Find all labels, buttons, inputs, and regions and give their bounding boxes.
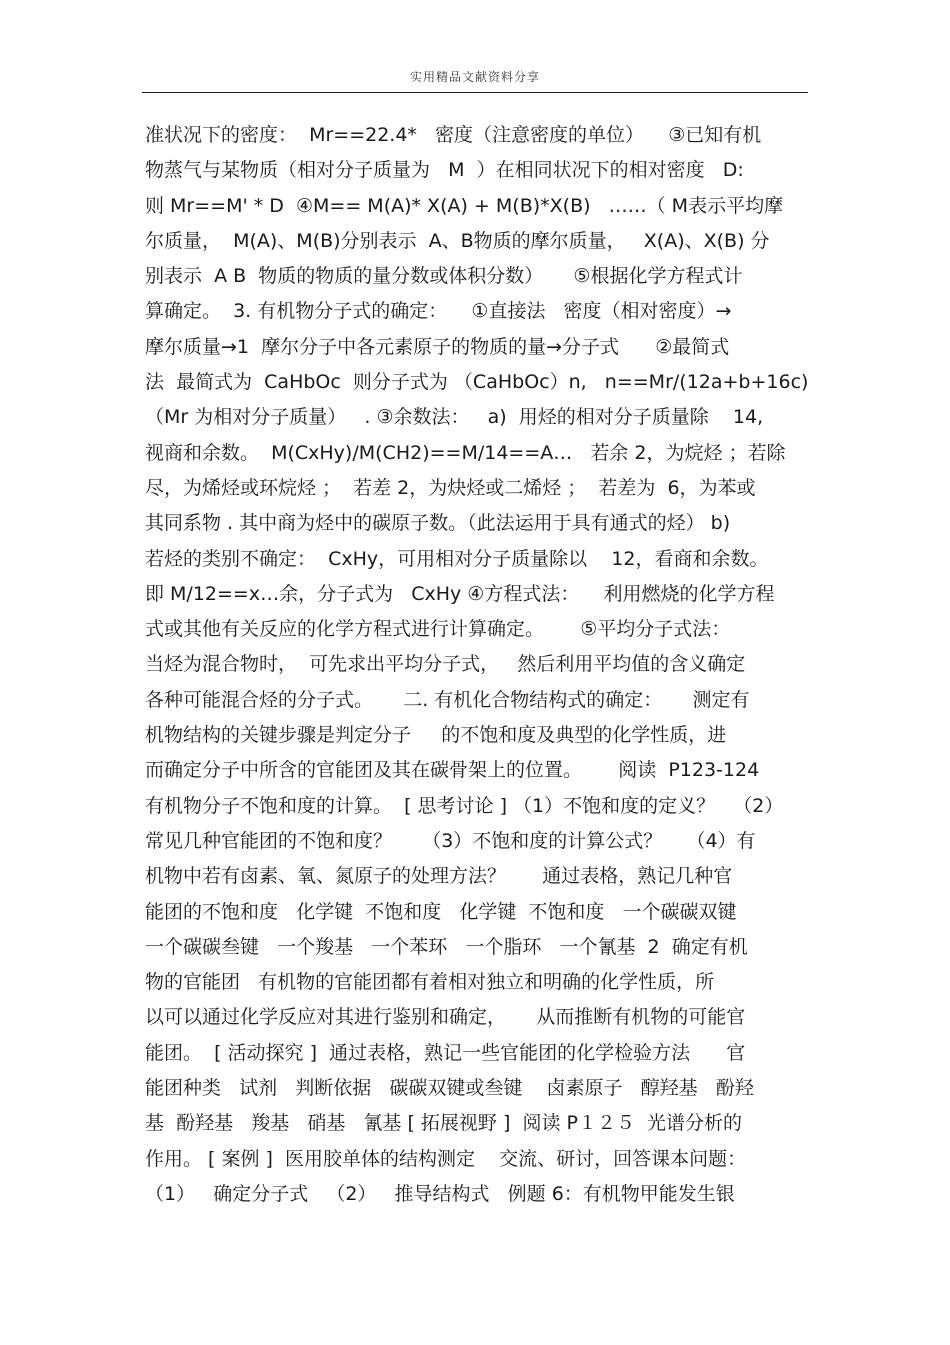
text-line: 摩尔质量→1 摩尔分子中各元素原子的物质的量→分子式 ②最简式 [145,335,730,358]
text-line: 即 M/12==x…余，分子式为 CxHy ④方程式法： 利用燃烧的化学方程 [145,582,775,605]
text-line: 算确定。 3. 有机物分子式的确定： ①直接法 密度（相对密度）→ [145,300,732,323]
text-line: 一个碳碳叁键 一个羧基 一个苯环 一个脂环 一个氰基 2 确定有机 [145,935,748,958]
text-line: 准状况下的密度： Mr==22.4* 密度（注意密度的单位） ③已知有机 [145,124,762,146]
text-line: 作用。 [ 案例 ] 医用胶单体的结构测定 交流、研讨，回答课本问题： [145,1147,747,1170]
text-line: （Mr 为相对分子质量） . ③余数法： a) 用烃的相对分子质量除 14, [145,406,764,429]
text-line: 以可以通过化学反应对其进行鉴别和确定， 从而推断有机物的可能官 [145,1006,746,1029]
text-line: 能团的不饱和度 化学键 不饱和度 化学键 不饱和度 一个碳碳双键 [145,900,737,923]
text-line: 别表示 A B 物质的物质的量分数或体积分数） ⑤根据化学方程式计 [145,265,743,288]
text-line: 物蒸气与某物质（相对分子质量为 M ）在相同状况下的相对密度 D: [145,159,744,182]
text-line: 其同系物 . 其中商为烃中的碳原子数。（此法运用于具有通式的烃） b) [145,512,731,535]
text-line: 机物中若有卤素、氧、氮原子的处理方法？ 通过表格，熟记几种官 [145,865,733,888]
text-line: 机物结构的关键步骤是判定分子 的不饱和度及典型的化学性质，进 [145,724,727,747]
body-text [145,118,813,1212]
text-line: 能团种类 试剂 判断依据 碳碳双键或叁键 卤素原子 醇羟基 酚羟 [145,1077,754,1100]
text-line: 法 最简式为 CaHbOc 则分子式为 （CaHbOc）n, n==Mr/(12a+b+16c) [145,371,809,394]
text-line: 视商和余数。 M(CxHy)/M(CH2)==M/14==A… 若余 2，为烷烃 ；若除 [145,441,786,464]
text-line: 若烃的类别不确定： CxHy，可用相对分子质量除以 12，看商和余数。 [145,547,769,570]
text-line: 各种可能混合烃的分子式。 二. 有机化合物结构式的确定： 测定有 [145,688,750,711]
text-line: 尔质量， M(A)、M(B)分别表示 A、B物质的摩尔质量， X(A)、X(B) 分 [145,229,770,252]
text-line: 而确定分子中所含的官能团及其在碳骨架上的位置。 阅读 P123-124 [145,759,760,782]
text-line: 当烃为混合物时， 可先求出平均分子式， 然后利用平均值的含义确定 [145,653,746,676]
text-line: 有机物分子不饱和度的计算。 [ 思考讨论 ] （1）不饱和度的定义？ （2） [145,794,784,817]
text-line: 能团。 [ 活动探究 ] 通过表格，熟记一些官能团的化学检验方法 官 [145,1041,746,1064]
text-line: 物的官能团 有机物的官能团都有着相对独立和明确的化学性质，所 [145,971,715,994]
text-line: （1） 确定分子式 （2） 推导结构式 例题 6：有机物甲能发生银 [145,1182,735,1205]
header-divider [142,92,808,93]
text-line: 则 Mr==M' * D ④M== M(A)* X(A) + M(B)*X(B) ……（ M表示平均摩 [145,194,784,217]
page-header: 实用精品文献资料分享 [409,70,540,84]
text-line: 尽，为烯烃或环烷烃 ； 若差 2，为炔烃或二烯烃 ； 若差为 6，为苯或 [145,476,756,499]
text-line: 常见几种官能团的不饱和度？ （3）不饱和度的计算公式？ （4）有 [145,829,756,852]
text-line: 式或其他有关反应的化学方程式进行计算确定。 ⑤平均分子式法： [145,618,731,641]
text-line: 基 酚羟基 羧基 硝基 氰基 [ 拓展视野 ] 阅读 P１２５ 光谱分析的 [145,1112,743,1135]
